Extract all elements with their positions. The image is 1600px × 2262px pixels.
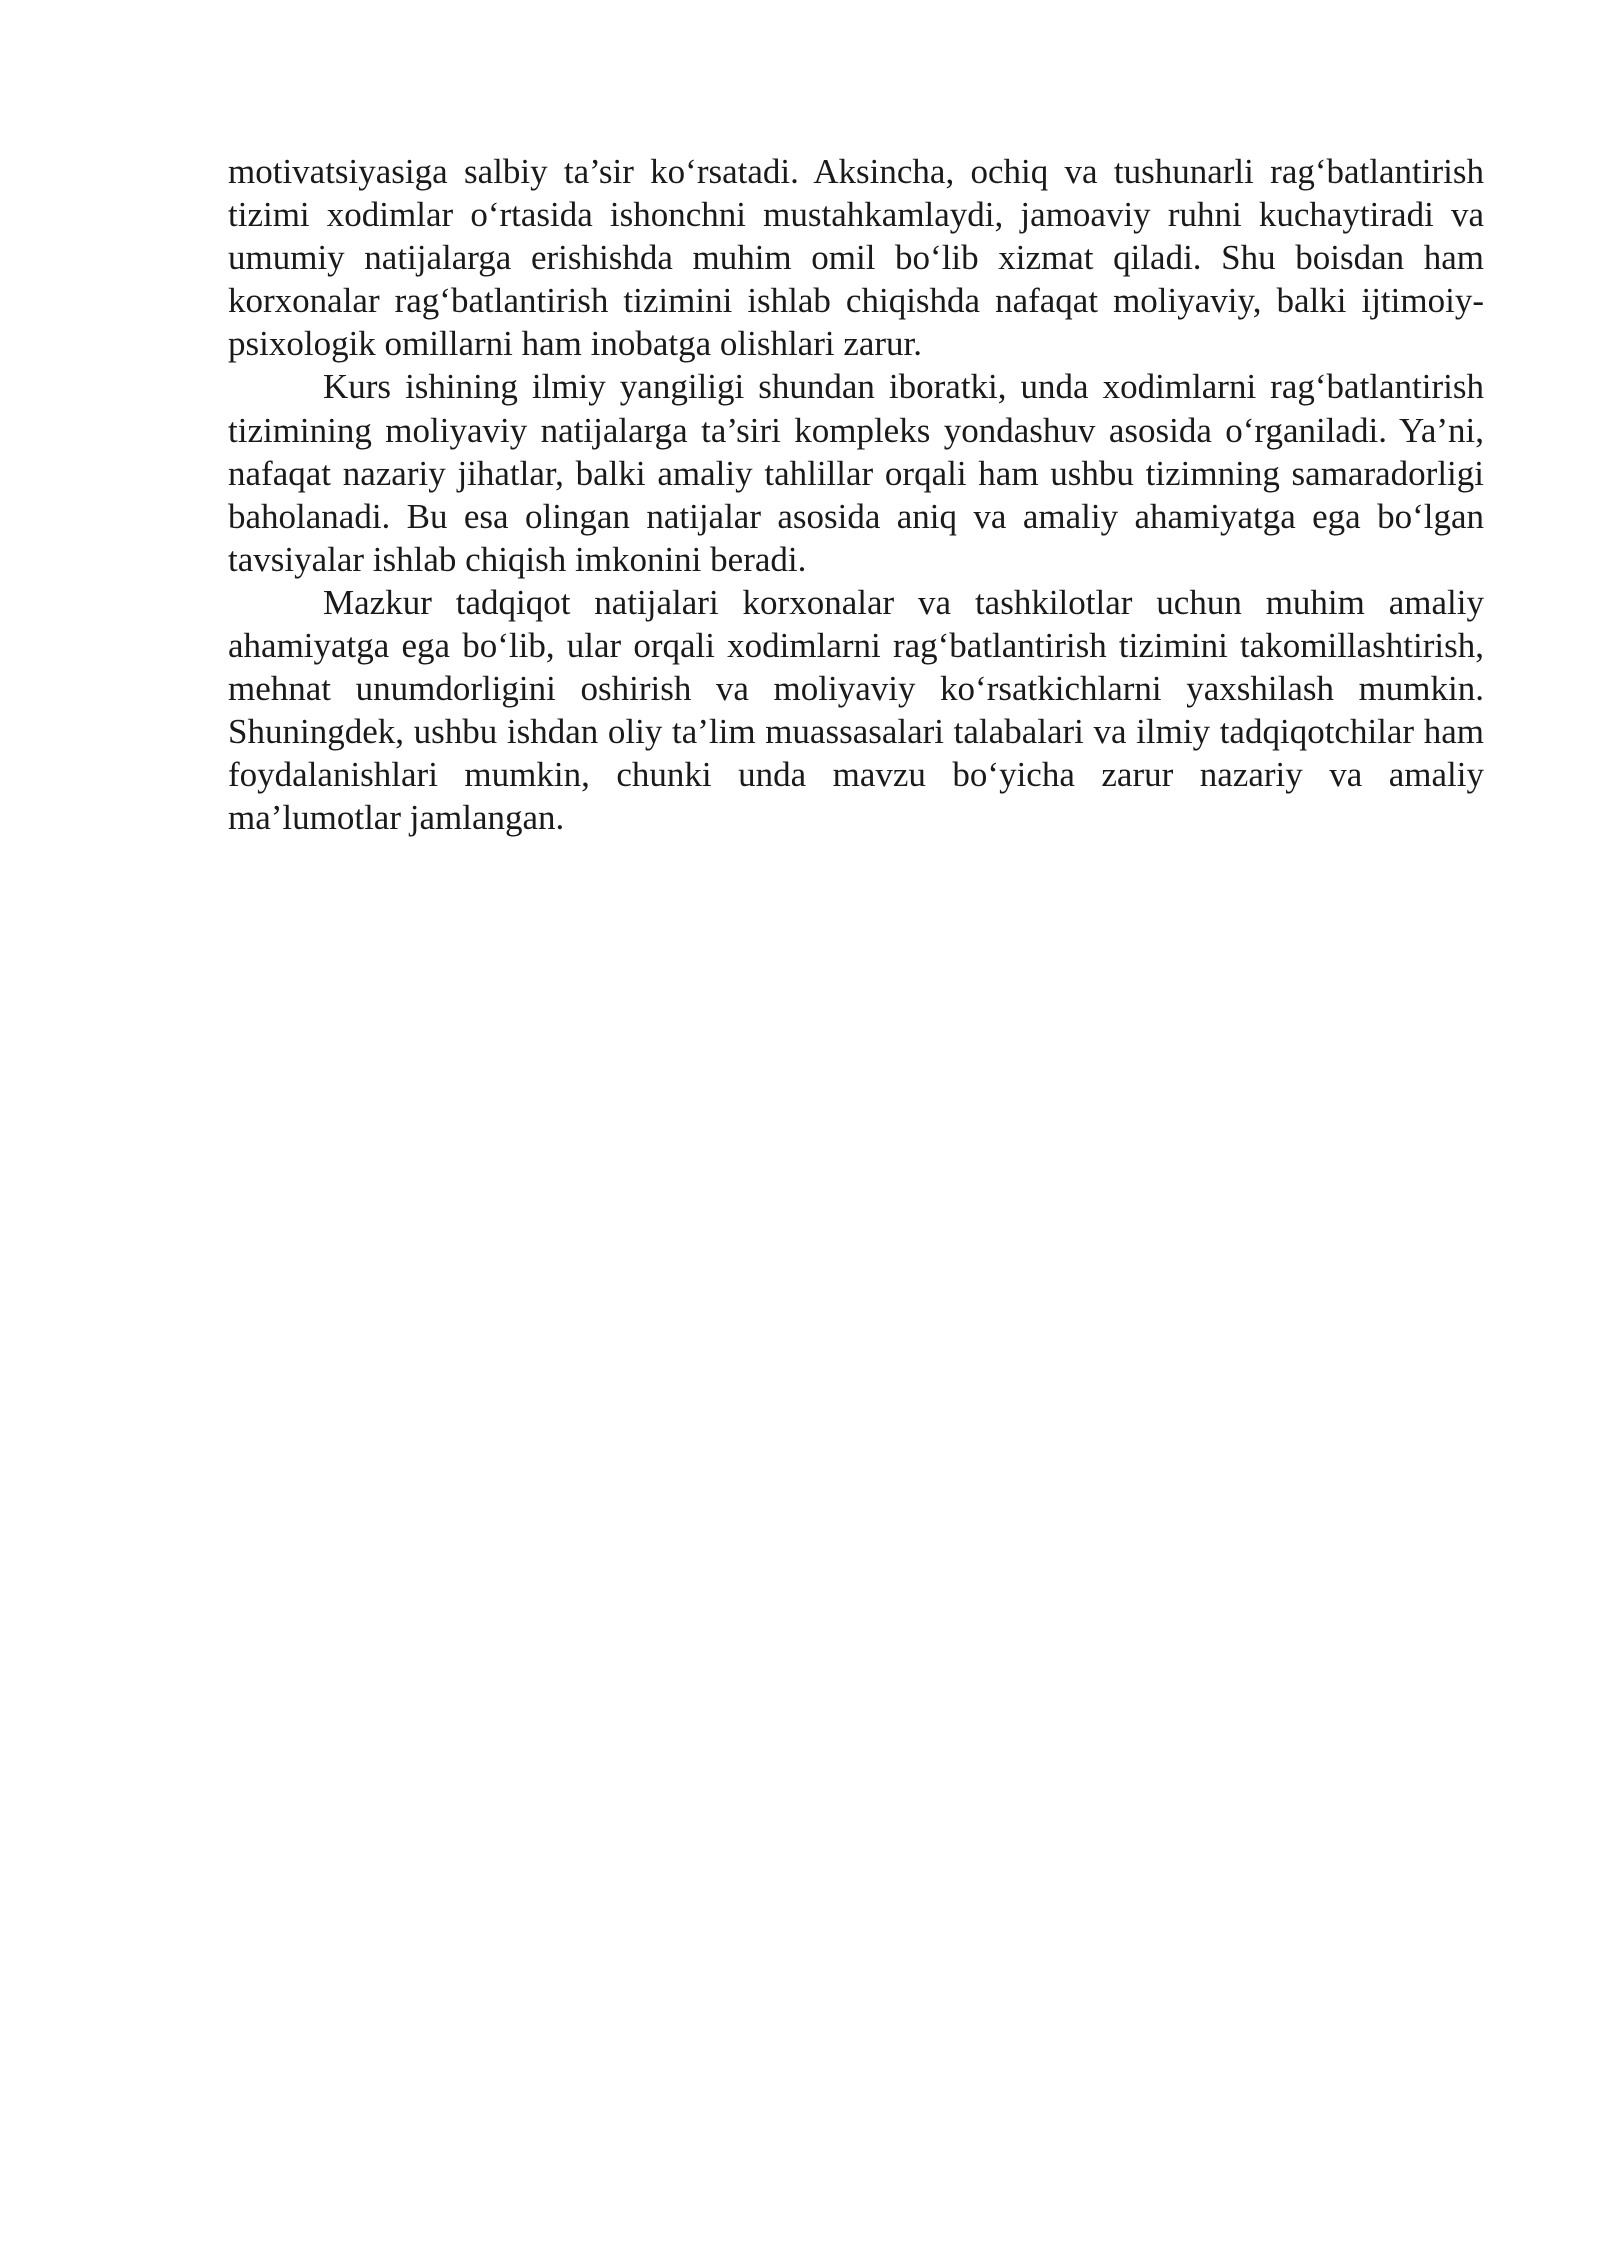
- paragraph-scientific-novelty: Kurs ishining ilmiy yangiligi shundan iboratki, unda xodimlarni rag‘batlantirish tizimining moliyaviy natijalarga ta’siri kompleks yondashuv asosida o‘rganiladi. Ya’ni, nafaqat nazariy jihatlar, balki amaliy tahlillar orqali ham ushbu tizimning samaradorligi baholanadi. Bu esa olingan natijalar asosida aniq va amaliy ahamiyatga ega bo‘lgan tavsiyalar ishlab chiqish imkonini beradi.: [228, 367, 1484, 579]
- paragraph-practical-significance: Mazkur tadqiqot natijalari korxonalar va tashkilotlar uchun muhim amaliy ahamiyatga ega bo‘lib, ular orqali xodimlarni rag‘batlantirish tizimini takomillashtirish, mehnat unumdorligini oshirish va moliyaviy ko‘rsatkichlarni yaxshilash mumkin. Shuningdek, ushbu ishdan oliy ta’lim muassasalari talabalari va ilmiy tadqiqotchilar ham foydalanishlari mumkin, chunki unda mavzu bo‘yicha zarur nazariy va amaliy ma’lumotlar jamlangan.: [228, 582, 1484, 838]
- paragraph-continuation: motivatsiyasiga salbiy ta’sir ko‘rsatadi. Aksincha, ochiq va tushunarli rag‘batlantirish tizimi xodimlar o‘rtasida ishonchni mustahkamlaydi, jamoaviy ruhni kuchaytiradi va umumiy natijalarga erishishda muhim omil bo‘lib xizmat qiladi. Shu boisdan ham korxonalar rag‘batlantirish tizimini ishlab chiqishda nafaqat moliyaviy, balki ijtimoiy-psixologik omillarni ham inobatga olishlari zarur.: [228, 152, 1484, 364]
- body-text: [228, 150, 1484, 840]
